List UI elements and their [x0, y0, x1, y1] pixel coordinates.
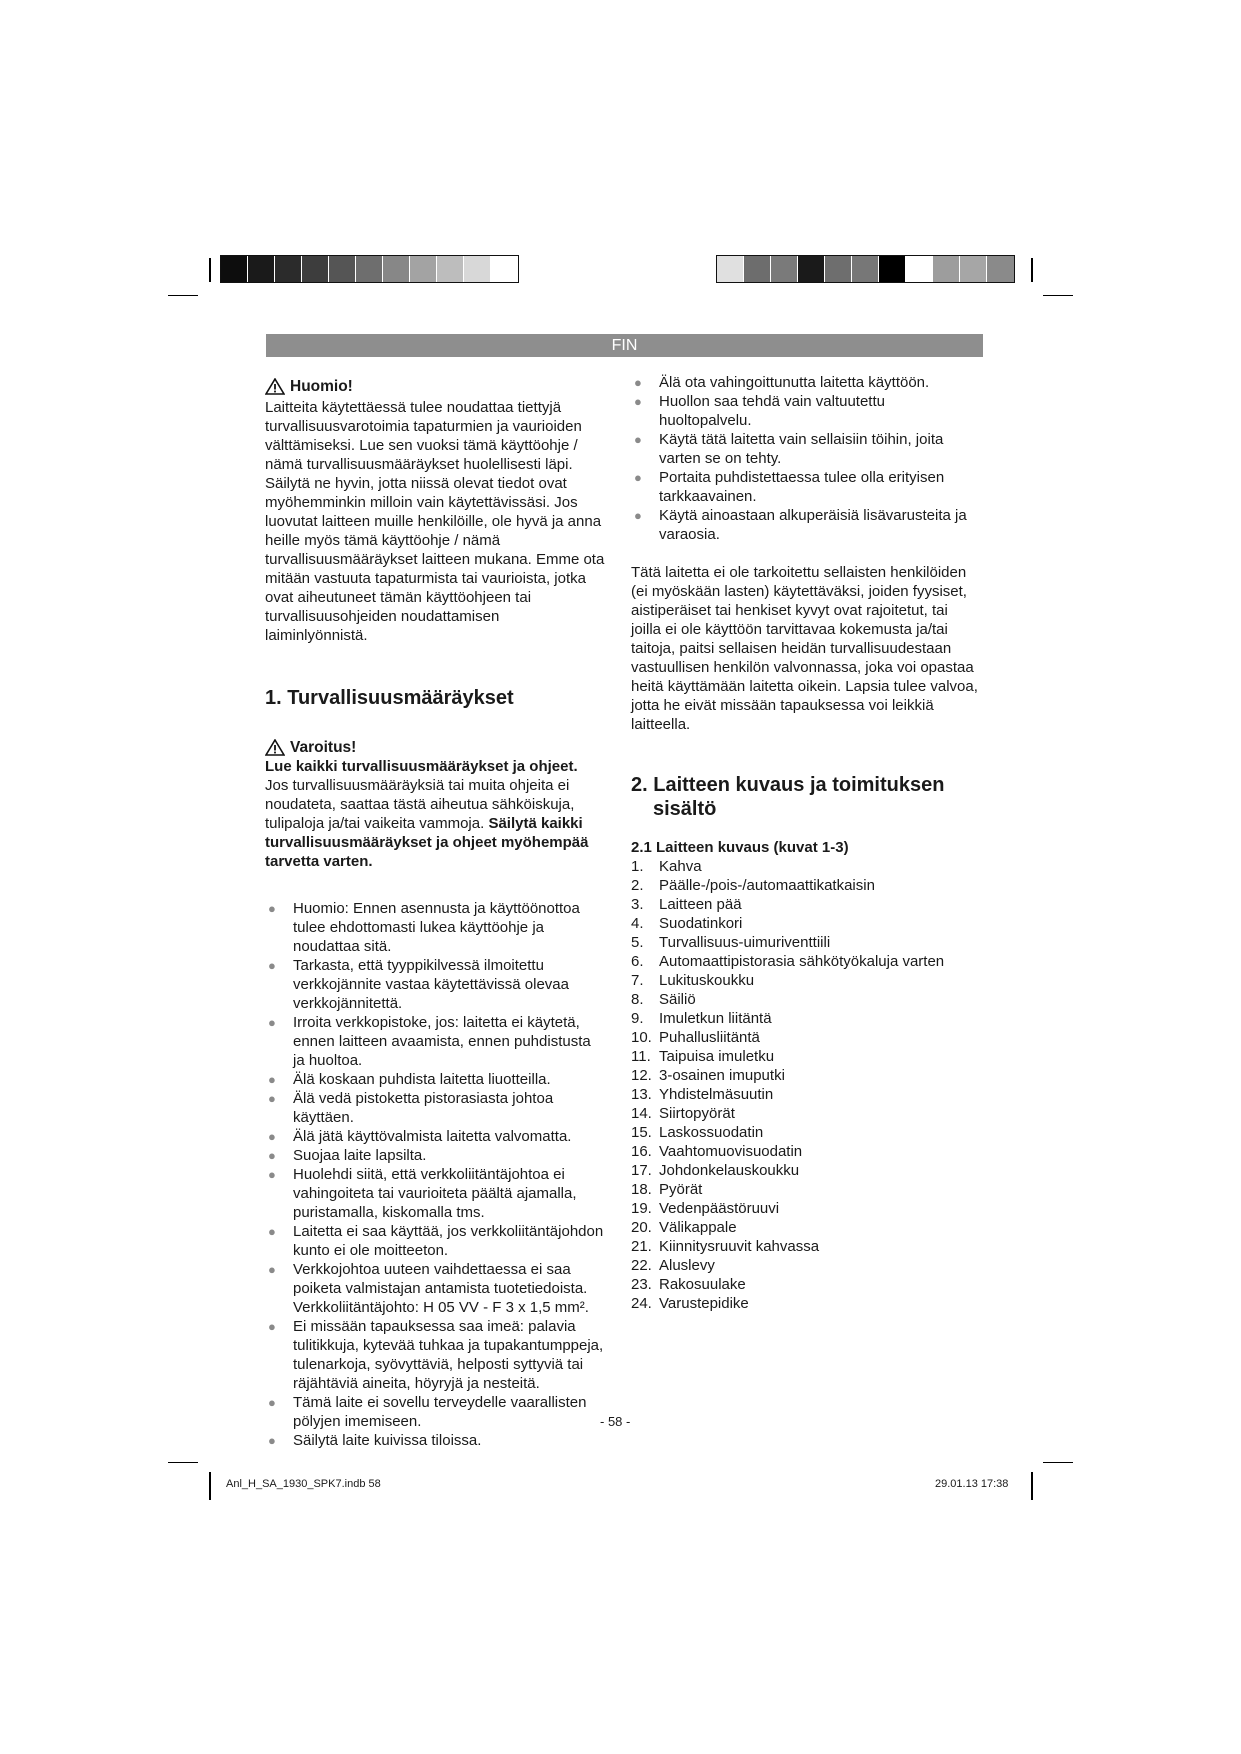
part-item [631, 857, 981, 876]
bullet-text: Älä koskaan puhdista laitetta liuotteilla. [293, 1071, 551, 1088]
varoitus-heading [265, 738, 605, 757]
bullet-text: Käytä tätä laitetta vain sellaisiin töihin, joita varten se on tehty. [659, 431, 944, 467]
part-item [631, 1218, 981, 1237]
bullet-item [265, 1222, 605, 1260]
bullet-dot-icon: ● [268, 1224, 276, 1239]
part-number: 5. [631, 934, 644, 951]
part-label: Siirtopyörät [659, 1105, 735, 1122]
color-swatch [825, 256, 852, 282]
part-label: Laskossuodatin [659, 1124, 764, 1141]
part-item [631, 1142, 981, 1161]
part-label: Puhallusliitäntä [659, 1029, 760, 1046]
bullet-dot-icon: ● [268, 1395, 276, 1410]
bullet-item [265, 1431, 605, 1450]
part-label: Välikappale [659, 1219, 737, 1236]
safety-bullet-list [265, 899, 605, 1450]
part-number: 10. [631, 1029, 652, 1046]
bullet-dot-icon: ● [268, 1015, 276, 1030]
part-item [631, 1237, 981, 1256]
part-label: Vaahtomuovisuodatin [659, 1143, 803, 1160]
bullet-item [631, 392, 981, 430]
right-column [631, 373, 981, 1313]
bullet-dot-icon: ● [268, 1072, 276, 1087]
part-number: 4. [631, 915, 644, 932]
color-swatch [491, 256, 518, 282]
crop-mark [168, 1462, 198, 1463]
part-label: Säiliö [659, 991, 696, 1008]
part-number: 13. [631, 1086, 652, 1103]
footer-filename: Anl_H_SA_1930_SPK7.indb 58 [226, 1478, 381, 1490]
bullet-dot-icon: ● [268, 1167, 276, 1182]
part-number: 19. [631, 1200, 652, 1217]
varoitus-bold-end: Säilytä kaikki turvallisuusmääräykset ja ohjeet myöhempää tarvetta varten. [265, 815, 589, 870]
part-number: 24. [631, 1295, 652, 1312]
part-number: 6. [631, 953, 644, 970]
bullet-item [265, 1146, 605, 1165]
bullet-item [631, 373, 981, 392]
section-2-title [631, 773, 981, 821]
color-swatch [221, 256, 248, 282]
part-label: Kahva [659, 858, 702, 875]
part-label: Aluslevy [659, 1257, 715, 1274]
part-number: 23. [631, 1276, 652, 1293]
part-number: 17. [631, 1162, 652, 1179]
bullet-dot-icon: ● [634, 394, 642, 409]
bullet-text: Älä ota vahingoittunutta laitetta käyttöön. [659, 374, 930, 391]
supervision-paragraph: Tätä laitetta ei ole tarkoitettu sellaisten henkilöiden (ei myöskään lasten) käytettäväksi, joiden fyysiset, aistiperäiset tai henkiset kyvyt ovat rajoitetut, tai joilla ei ole käyttöön tarvittavaa kokemusta ja/tai taitoja, paitsi sellaisen heidän turvallisuudestaan vastuullisen henkilön valvonnassa, joka voi opastaa heitä käyttämään laitetta oikein. Lapsia tulee valvoa, jotta he eivät missään tapauksessa voi leikkiä laitteella. [631, 564, 978, 733]
bullet-dot-icon: ● [634, 432, 642, 447]
bullet-item [631, 468, 981, 506]
color-swatch [248, 256, 275, 282]
bullet-dot-icon: ● [268, 1091, 276, 1106]
part-item [631, 1047, 981, 1066]
bullet-dot-icon: ● [268, 1433, 276, 1448]
color-swatch [410, 256, 437, 282]
page-number: - 58 - [600, 1414, 631, 1429]
bullet-dot-icon: ● [634, 508, 642, 523]
bullet-text: Käytä ainoastaan alkuperäisiä lisävarusteita ja varaosia. [659, 507, 967, 543]
crop-mark [209, 1472, 211, 1500]
part-label: Varustepidike [659, 1295, 749, 1312]
part-item [631, 1180, 981, 1199]
part-label: Pyörät [659, 1181, 703, 1198]
color-swatch [437, 256, 464, 282]
part-label: Imuletkun liitäntä [659, 1010, 772, 1027]
bullet-item [265, 1013, 605, 1070]
color-calibration-strip-right [716, 255, 1015, 283]
part-number: 8. [631, 991, 644, 1008]
bullet-item [265, 1393, 605, 1431]
huomio-text: Laitteita käytettäessä tulee noudattaa tiettyjä turvallisuusvarotoimia tapaturmien ja vaurioiden välttämiseksi. Lue sen vuoksi tämä käyttöohje / nämä turvallisuusmääräykset huolellisesti läpi. Säilytä ne hyvin, jotta niissä olevat tiedot ovat myöhemminkin milloin vain käytettävissäsi. Jos luovutat laitteen muille henkilöille, ole hyvä ja anna heille myös tämä käyttöohje / nämä turvallisuusmääräykset laitteen mukana. Emme ota mitään vastuuta tapaturmista tai vaurioista, jotka ovat aiheutuneet tämän käyttöohjeen tai turvallisuusohjeiden noudattamisen laiminlyönnistä. [265, 399, 605, 644]
part-item [631, 1294, 981, 1313]
part-number: 14. [631, 1105, 652, 1122]
part-item [631, 1123, 981, 1142]
part-item [631, 1199, 981, 1218]
bullet-dot-icon: ● [268, 901, 276, 916]
part-item [631, 1085, 981, 1104]
part-number: 15. [631, 1124, 652, 1141]
color-swatch [302, 256, 329, 282]
section-2-title-line1: 2. Laitteen kuvaus ja toimituksen [631, 774, 945, 796]
part-number: 12. [631, 1067, 652, 1084]
part-item [631, 1066, 981, 1085]
part-label: 3-osainen imuputki [659, 1067, 785, 1084]
color-swatch [906, 256, 933, 282]
bullet-dot-icon: ● [268, 1129, 276, 1144]
part-number: 20. [631, 1219, 652, 1236]
part-label: Automaattipistorasia sähkötyökaluja varten [659, 953, 945, 970]
color-swatch [933, 256, 960, 282]
part-number: 21. [631, 1238, 652, 1255]
left-column [265, 377, 605, 1450]
part-item [631, 971, 981, 990]
bullet-text: Huomio: Ennen asennusta ja käyttöönottoa tulee ehdottomasti lukea käyttöohje ja noudattaa sitä. [293, 900, 580, 955]
bullet-item [265, 1089, 605, 1127]
part-label: Turvallisuus-uimuriventtiili [659, 934, 831, 951]
bullet-item [265, 1127, 605, 1146]
part-label: Vedenpäästöruuvi [659, 1200, 780, 1217]
part-label: Rakosuulake [659, 1276, 746, 1293]
bullet-text: Älä jätä käyttövalmista laitetta valvomatta. [293, 1128, 572, 1145]
bullet-item [265, 1165, 605, 1222]
part-item [631, 876, 981, 895]
part-item [631, 1161, 981, 1180]
part-label: Johdonkelauskoukku [659, 1162, 800, 1179]
footer-timestamp: 29.01.13 17:38 [935, 1478, 1009, 1490]
bullet-item [265, 956, 605, 1013]
language-bar: FIN [266, 334, 983, 357]
bullet-item [265, 1070, 605, 1089]
huomio-title: Huomio! [290, 378, 353, 395]
bullet-item [631, 506, 981, 544]
bullet-dot-icon: ● [268, 1262, 276, 1277]
color-swatch [383, 256, 410, 282]
part-item [631, 895, 981, 914]
part-number: 9. [631, 1010, 644, 1027]
bullet-text: Huolehdi siitä, että verkkoliitäntäjohtoa ei vahingoiteta tai vaurioiteta päältä ajamalla, puristamalla, kiskomalla tms. [293, 1166, 577, 1221]
warning-icon [265, 739, 285, 756]
part-label: Päälle-/pois-/automaattikatkaisin [659, 877, 875, 894]
bullet-dot-icon: ● [634, 375, 642, 390]
crop-mark [209, 258, 211, 282]
part-item [631, 990, 981, 1009]
part-label: Kiinnitysruuvit kahvassa [659, 1238, 820, 1255]
crop-mark [1043, 295, 1073, 296]
part-number: 16. [631, 1143, 652, 1160]
part-number: 22. [631, 1257, 652, 1274]
bullet-text: Ei missään tapauksessa saa imeä: palavia tulitikkuja, kytevää tuhkaa ja tupakantumppeja, tulenarkoja, syövyttäviä, helposti syttyviä tai räjähtäviä aineita, höyryjä ja nesteitä. [293, 1318, 604, 1392]
part-label: Laitteen pää [659, 896, 742, 913]
part-item [631, 1104, 981, 1123]
part-label: Suodatinkori [659, 915, 743, 932]
part-item [631, 1028, 981, 1047]
color-swatch [356, 256, 383, 282]
bullet-text: Huollon saa tehdä vain valtuutettu huoltopalvelu. [659, 393, 885, 429]
part-number: 18. [631, 1181, 652, 1198]
color-swatch [798, 256, 825, 282]
part-item [631, 914, 981, 933]
crop-mark [168, 295, 198, 296]
bullet-text: Tämä laite ei sovellu terveydelle vaarallisten pölyjen imemiseen. [293, 1394, 587, 1430]
bullet-text: Suojaa laite lapsilta. [293, 1147, 427, 1164]
bullet-text: Irroita verkkopistoke, jos: laitetta ei käytetä, ennen laitteen avaamista, ennen puhdistusta ja huoltoa. [293, 1014, 591, 1069]
varoitus-bold-lead: Lue kaikki turvallisuusmääräykset ja ohjeet. [265, 758, 578, 775]
bullet-text: Älä vedä pistoketta pistorasiasta johtoa käyttäen. [293, 1090, 554, 1126]
varoitus-title: Varoitus! [290, 739, 357, 756]
color-swatch [717, 256, 744, 282]
bullet-dot-icon: ● [268, 958, 276, 973]
bullet-text: Verkkojohtoa uuteen vaihdettaessa ei saa poiketa valmistajan antamista tuotetiedoista. Verkkoliitäntäjohto: H 05 VV - F 3 x 1,5 mm². [293, 1261, 589, 1316]
color-swatch [275, 256, 302, 282]
part-number: 11. [631, 1048, 651, 1065]
color-swatch [852, 256, 879, 282]
huomio-heading [265, 377, 605, 396]
section-2-title-line2: sisältö [653, 798, 717, 820]
part-number: 2. [631, 877, 644, 894]
bullet-dot-icon: ● [268, 1148, 276, 1163]
color-swatch [744, 256, 771, 282]
bullet-item [631, 430, 981, 468]
part-label: Taipuisa imuletku [659, 1048, 775, 1065]
warning-icon [265, 378, 285, 395]
subsection-2-1-title: 2.1 Laitteen kuvaus (kuvat 1-3) [631, 839, 849, 856]
part-label: Lukituskoukku [659, 972, 755, 989]
bullet-text: Laitetta ei saa käyttää, jos verkkoliitäntäjohdon kunto ei ole moitteeton. [293, 1223, 604, 1259]
color-swatch [960, 256, 987, 282]
color-swatch [879, 256, 906, 282]
bullet-item [265, 899, 605, 956]
bullet-text: Tarkasta, että tyyppikilvessä ilmoitettu verkkojännite vastaa käytettävissä olevaa verkkojännitettä. [293, 957, 569, 1012]
part-label: Yhdistelmäsuutin [659, 1086, 774, 1103]
bullet-item [265, 1260, 605, 1317]
part-item [631, 1256, 981, 1275]
parts-list [631, 857, 981, 1313]
part-item [631, 1275, 981, 1294]
varoitus-text: Jos turvallisuusmääräyksiä tai muita ohjeita ei noudateta, saattaa tästä aiheutua sähköiskuja, tulipaloja ja/tai vaikeita vammoja. [265, 777, 575, 832]
bullet-text: Säilytä laite kuivissa tiloissa. [293, 1432, 482, 1449]
crop-mark [1031, 1472, 1033, 1500]
part-number: 7. [631, 972, 644, 989]
color-swatch [771, 256, 798, 282]
varoitus-paragraph [265, 757, 605, 871]
crop-mark [1031, 258, 1033, 282]
safety-bullet-list-continued [631, 373, 981, 544]
part-number: 3. [631, 896, 644, 913]
bullet-item [265, 1317, 605, 1393]
color-swatch [329, 256, 356, 282]
bullet-dot-icon: ● [268, 1319, 276, 1334]
color-swatch [987, 256, 1014, 282]
part-number: 1. [631, 858, 644, 875]
part-item [631, 1009, 981, 1028]
part-item [631, 952, 981, 971]
color-swatch [464, 256, 491, 282]
bullet-text: Portaita puhdistettaessa tulee olla erityisen tarkkaavainen. [659, 469, 945, 505]
bullet-dot-icon: ● [634, 470, 642, 485]
section-1-title: 1. Turvallisuusmääräykset [265, 687, 514, 709]
crop-mark [1043, 1462, 1073, 1463]
part-item [631, 933, 981, 952]
color-calibration-strip-left [220, 255, 519, 283]
